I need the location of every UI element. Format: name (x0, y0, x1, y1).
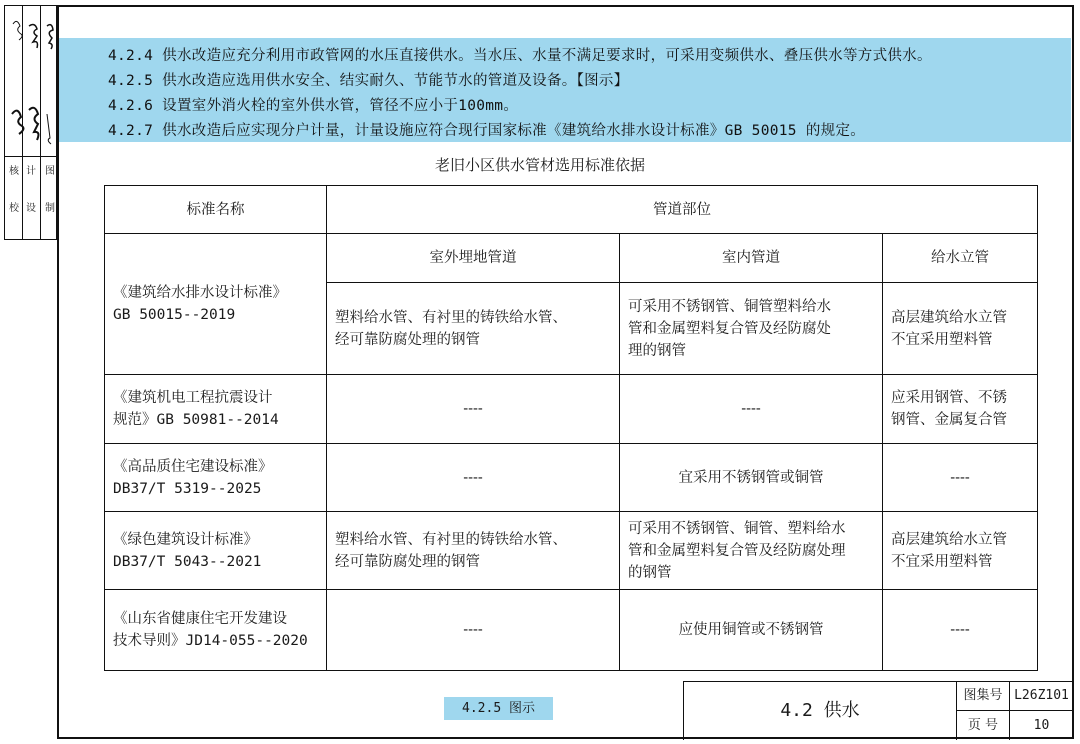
table-cell-riser: ---- (883, 590, 1038, 671)
cell-line: 塑料给水管、有衬里的铸铁给水管、 (335, 531, 567, 548)
standard-title: 《高品质住宅建设标准》 (113, 458, 273, 475)
sidebar-label: 设 (26, 203, 36, 214)
table-caption: 老旧小区供水管材选用标准依据 (434, 156, 645, 174)
standard-code: 规范》GB 50981--2014 (113, 412, 279, 428)
sidebar-label: 校 (9, 203, 19, 214)
standard-code: GB 50015--2019 (113, 307, 236, 323)
table-cell-standard (105, 590, 327, 671)
standard-code: DB37/T 5043--2021 (113, 553, 262, 570)
table-cell-riser (883, 375, 1038, 444)
atlas-number-value: L26Z101 (1010, 682, 1073, 711)
cell-line: 塑料给水管、有衬里的铸铁给水管、 (335, 309, 567, 326)
table-cell-standard (105, 234, 327, 375)
standard-code: DB37/T 5319--2025 (113, 480, 262, 497)
table-cell-indoor: 应使用铜管或不锈钢管 (620, 590, 883, 671)
cell-line: 可采用不锈钢管、铜管塑料给水 (628, 298, 831, 315)
standard-title: 《绿色建筑设计标准》 (113, 531, 258, 548)
table-cell-indoor: 宜采用不锈钢管或铜管 (620, 444, 883, 512)
cell-line: 应采用钢管、不锈 (891, 390, 1007, 406)
cell-line: 理的钢管 (628, 342, 686, 359)
table-cell-standard (105, 512, 327, 590)
table-cell-indoor (620, 512, 883, 590)
table-cell-outdoor (327, 512, 620, 590)
table-cell-outdoor: ---- (327, 444, 620, 512)
clause-4-2-7: 4.2.7 供水改造后应实现分户计量，计量设施应符合现行国家标准《建筑给水排水设计标准》GB 50015 的规定。 (108, 123, 866, 139)
cell-line: 经可靠防腐处理的钢管 (335, 331, 480, 348)
table-cell-outdoor: ---- (327, 375, 620, 444)
standard-title: 《建筑机电工程抗震设计 (113, 390, 273, 406)
clause-4-2-6: 4.2.6 设置室外消火栓的室外供水管，管径不应小于100mm。 (108, 98, 519, 114)
header-pipe-location: 管道部位 (327, 186, 1038, 234)
table-header-row (105, 186, 1038, 234)
table-cell-standard (105, 375, 327, 444)
cell-line: 管和金属塑料复合管及经防腐处 (628, 320, 831, 337)
standards-table (104, 185, 1038, 671)
standard-title: 《山东省健康住宅开发建设 (113, 611, 287, 627)
table-cell-riser (883, 512, 1038, 590)
sidebar-label: 制 (45, 203, 55, 214)
standard-code: 技术导则》JD14-055--2020 (113, 633, 308, 649)
cell-line: 的钢管 (628, 564, 672, 581)
subheader-riser: 给水立管 (883, 234, 1038, 283)
title-block (683, 681, 1073, 740)
signature-mark (7, 14, 57, 154)
figure-reference-tag[interactable]: 4.2.5 图示 (444, 697, 553, 720)
page-number-value: 10 (1033, 718, 1050, 733)
header-standard-name: 标准名称 (105, 186, 327, 234)
table-subheader-row (105, 234, 1038, 283)
table-row (105, 590, 1038, 671)
table-cell-indoor: ---- (620, 375, 883, 444)
subheader-outdoor: 室外埋地管道 (327, 234, 620, 283)
clause-4-2-4: 4.2.4 供水改造应充分利用市政管网的水压直接供水。当水压、水量不满足要求时，可采用变频供水、叠压供水等方式供水。 (108, 48, 932, 64)
atlas-number-label: 图集号 (957, 682, 1010, 711)
cell-line: 不宜采用塑料管 (891, 331, 993, 348)
section-title: 4.2 供水 (684, 682, 957, 740)
sidebar-label: 图 (45, 166, 55, 177)
signature-sidebar (4, 5, 57, 240)
table-cell-outdoor: ---- (327, 590, 620, 671)
cell-line: 高层建筑给水立管 (891, 309, 1007, 326)
page-number-label: 页 号 (957, 711, 1010, 740)
cell-line: 管和金属塑料复合管及经防腐处理 (628, 542, 846, 559)
sidebar-label: 计 (26, 166, 36, 177)
cell-line: 经可靠防腐处理的钢管 (335, 553, 480, 570)
cell-line: 钢管、金属复合管 (891, 412, 1007, 428)
table-cell-riser: ---- (883, 444, 1038, 512)
table-row (105, 512, 1038, 590)
cell-line: 高层建筑给水立管 (891, 531, 1007, 548)
sidebar-label: 核 (9, 166, 19, 177)
table-row (105, 444, 1038, 512)
table-cell-riser (883, 283, 1038, 375)
subheader-indoor: 室内管道 (620, 234, 883, 283)
clause-4-2-5: 4.2.5 供水改造应选用供水安全、结实耐久、节能节水的管道及设备。【图示】 (108, 73, 629, 89)
table-cell-outdoor (327, 283, 620, 375)
cell-line: 可采用不锈钢管、铜管、塑料给水 (628, 520, 846, 537)
cell-line: 不宜采用塑料管 (891, 553, 993, 570)
standard-title: 《建筑给水排水设计标准》 (113, 285, 287, 301)
table-cell-standard (105, 444, 327, 512)
table-row (105, 375, 1038, 444)
table-cell-indoor (620, 283, 883, 375)
